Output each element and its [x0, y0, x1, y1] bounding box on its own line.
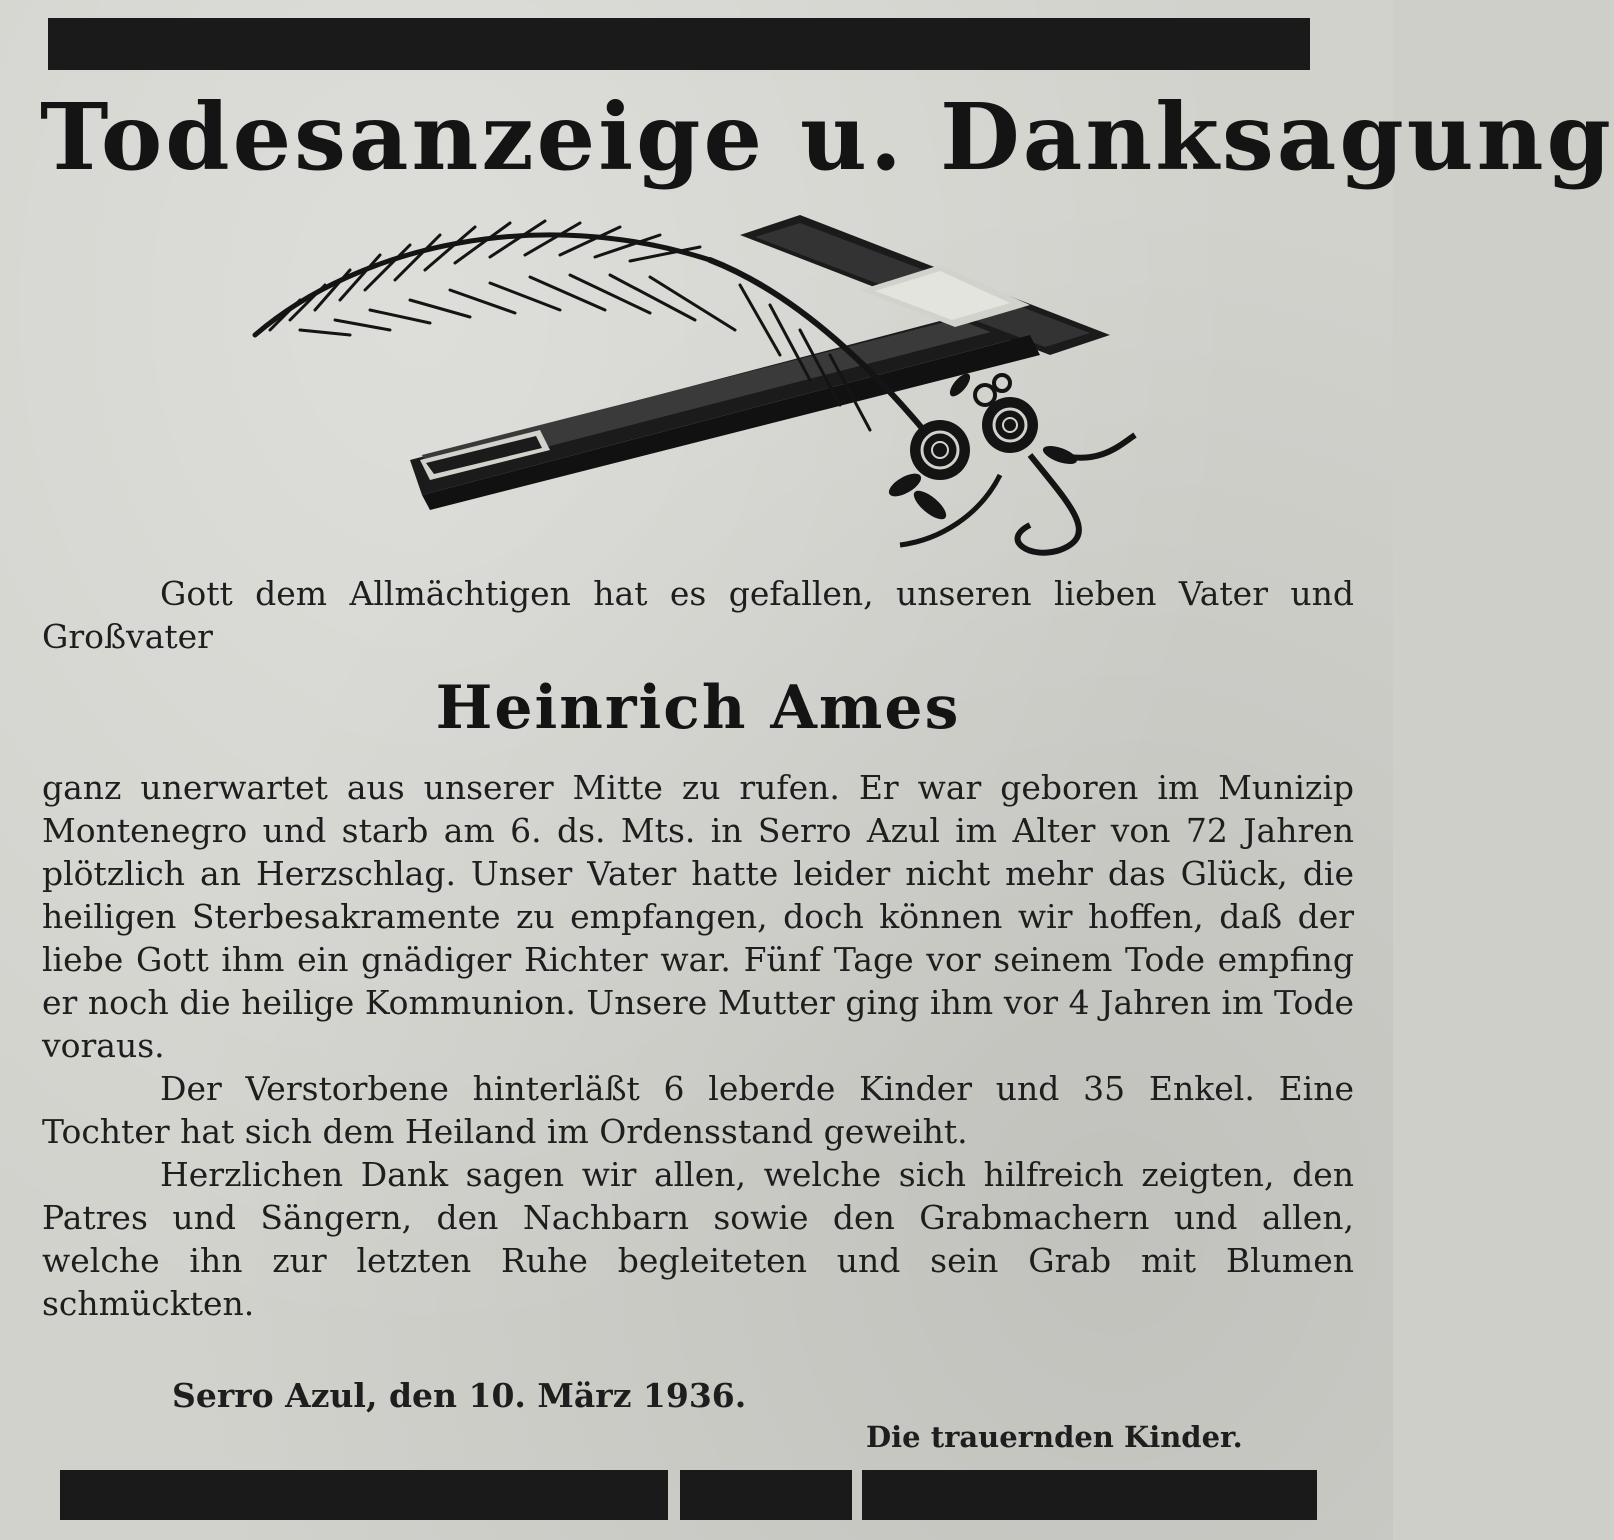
paragraph-thanks: Herzlichen Dank sagen wir allen, welche sich hilfreich zeigten, den Patres und Sängern, den Nachbarn sowie den Grabmachern und allen, welche ihn zur letzten Ruhe begleiteten und sein Grab mit Blumen schmückten. — [42, 1155, 1354, 1323]
cross-icon — [410, 215, 1110, 510]
notice-title: Todesanzeige u. Danksagung — [40, 83, 1614, 191]
bottom-black-rule — [60, 1470, 668, 1520]
paragraph-survivors: Der Verstorbene hinterläßt 6 leberde Kinder und 35 Enkel. Eine Tochter hat sich dem Heiland im Ordensstand geweiht. — [42, 1069, 1354, 1151]
cross-with-palm-frond-and-roses-icon — [240, 205, 1160, 570]
intro-text: Gott dem Allmächtigen hat es gefallen, unseren lieben Vater und Großvater — [42, 574, 1354, 656]
bottom-black-rule — [862, 1470, 1317, 1520]
place-and-date: Serro Azul, den 10. März 1936. — [172, 1376, 747, 1415]
paragraph-death-details: ganz unerwartet aus unserer Mitte zu rufen. Er war geboren im Munizip Montenegro und starb am 6. ds. Mts. in Serro Azul im Alter von 72 Jahren plötzlich an Herzschlag. Unser Vater hatte leider nicht mehr das Glück, die heiligen Sterbesakramente zu empfangen, doch können wir hoffen, daß der liebe Gott ihm ein gnädiger Richter war. Fünf Tage vor seinem Tode empfing er noch die heilige Kommunion. Unsere Mutter ging ihm vor 4 Jahren im Tode voraus. — [42, 768, 1354, 1065]
deceased-name: Heinrich Ames — [435, 673, 961, 743]
signature-line: Die trauernden Kinder. — [866, 1420, 1243, 1454]
notice-body — [42, 766, 1354, 1325]
bottom-black-rule — [680, 1470, 852, 1520]
roses-icon — [885, 370, 1135, 552]
intro-block — [42, 572, 1354, 658]
top-black-rule — [48, 18, 1310, 70]
